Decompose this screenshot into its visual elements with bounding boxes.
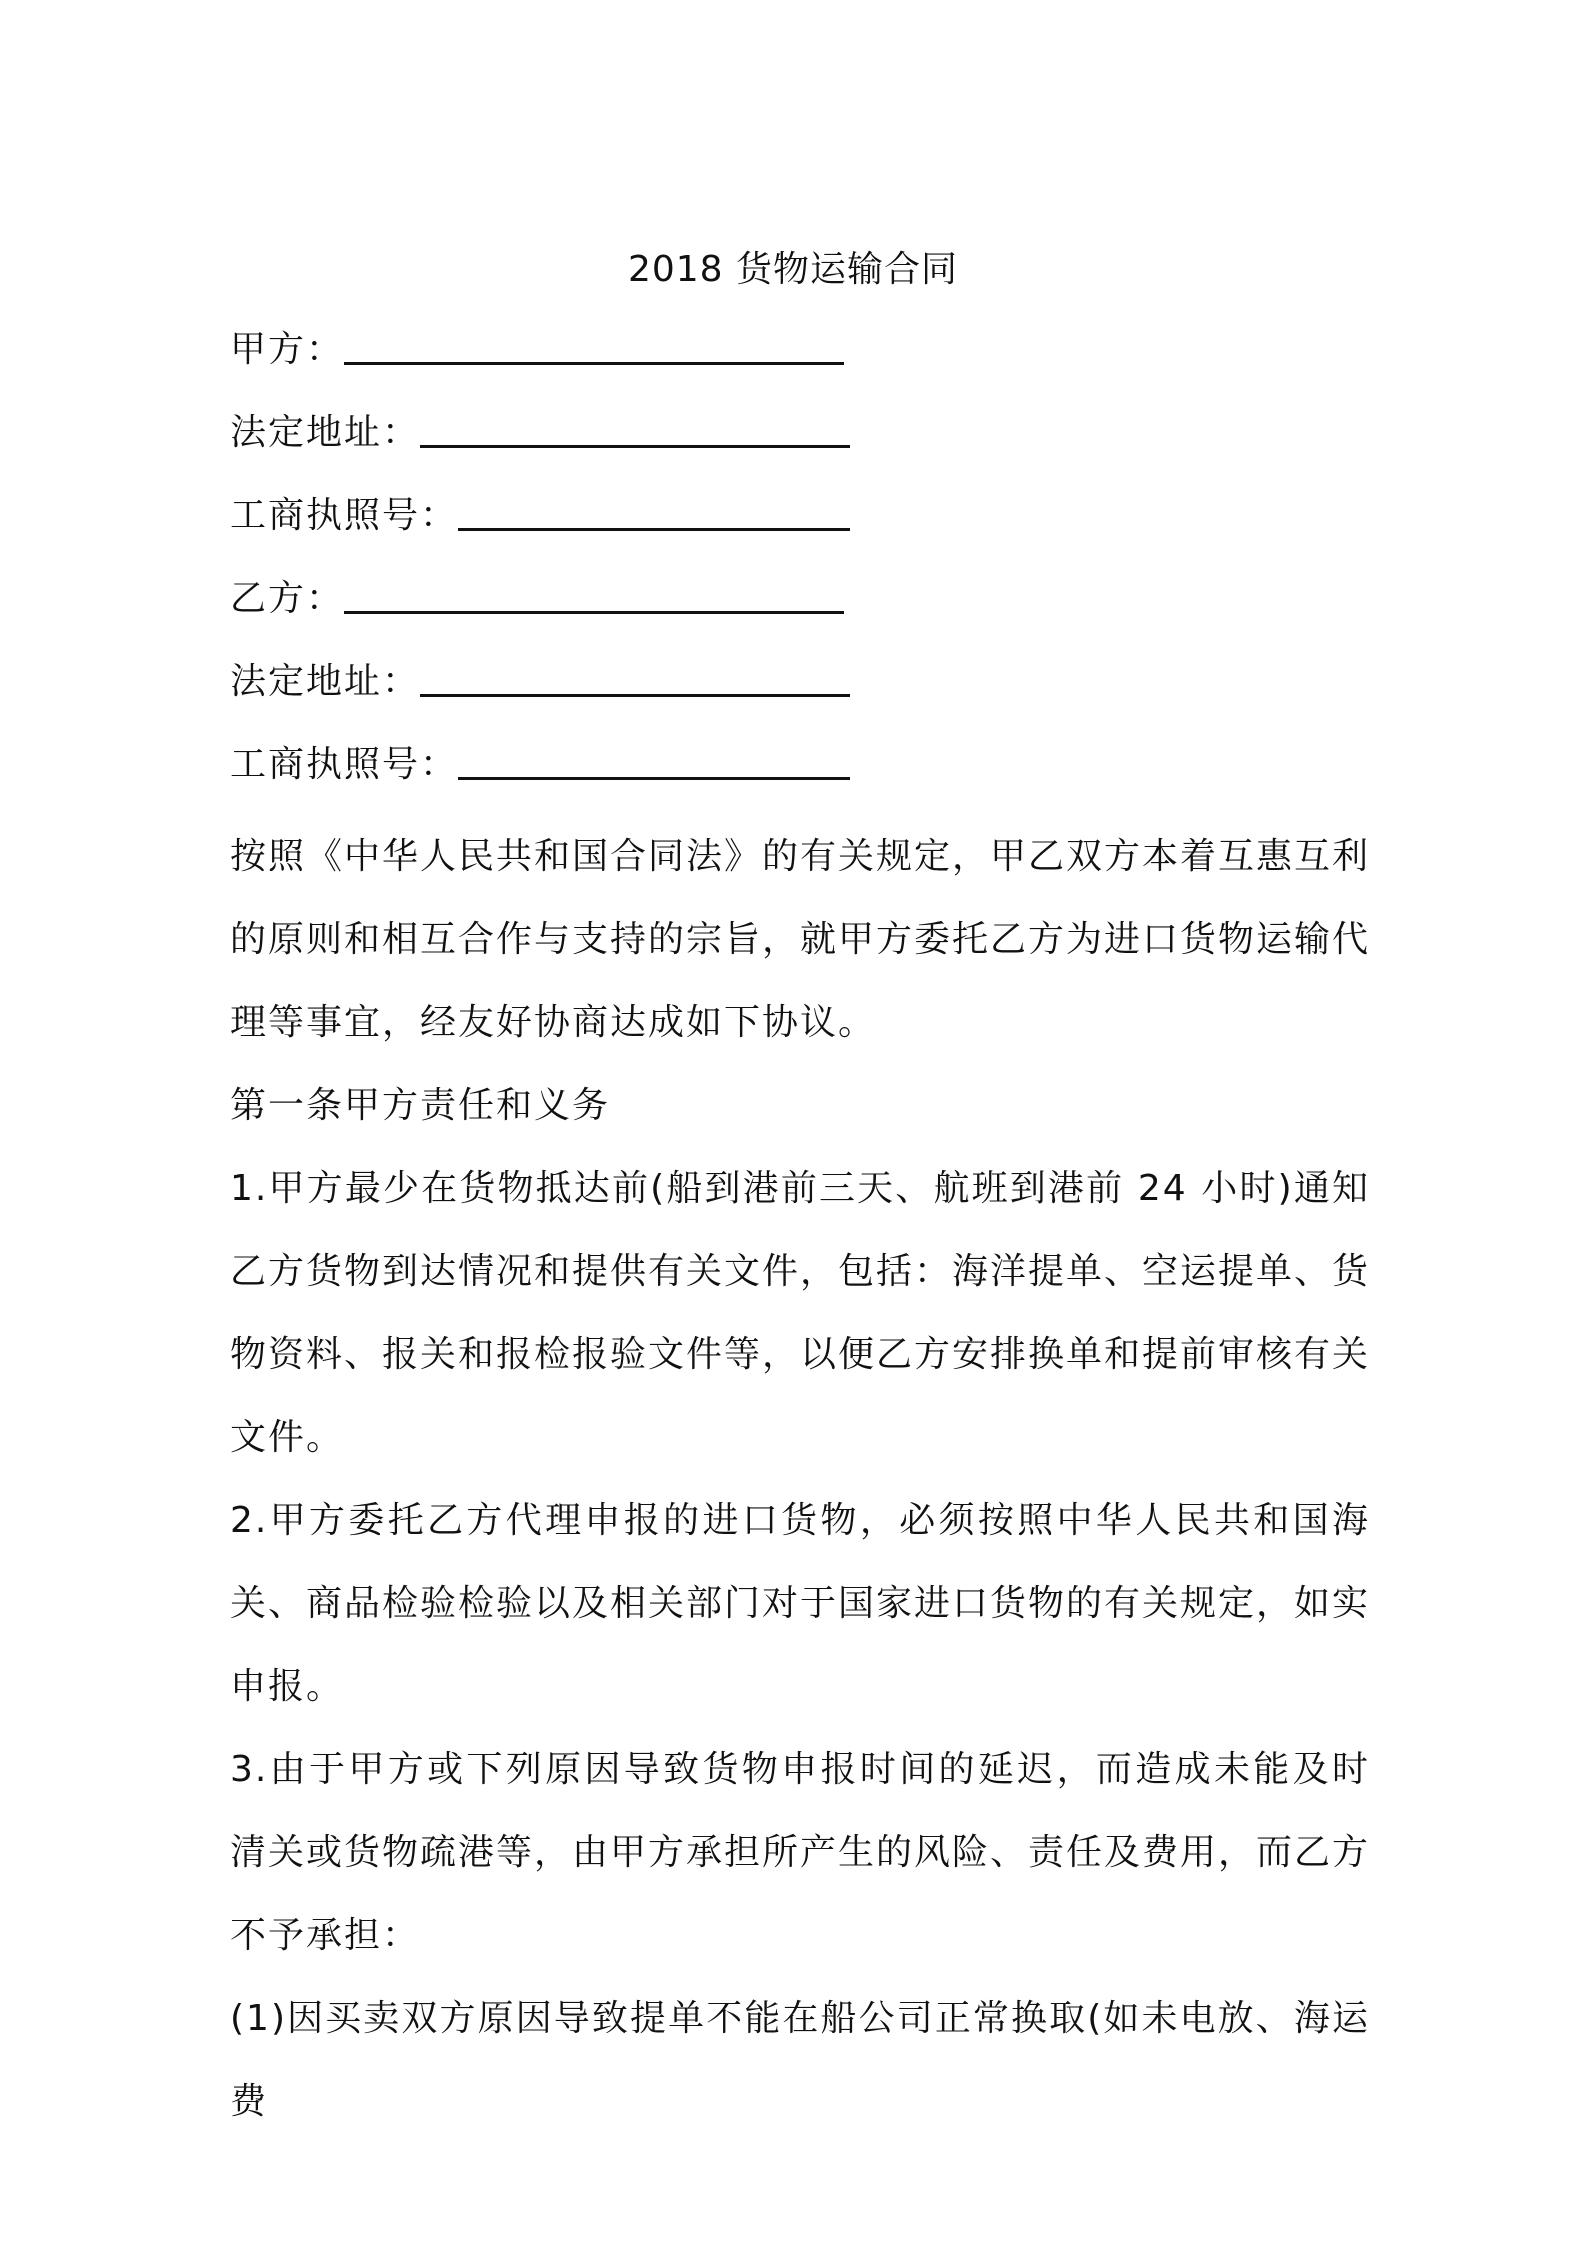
document-body	[230, 815, 1370, 2143]
party-a-address-field	[230, 405, 850, 461]
party-b-address-label: 法定地址：	[230, 661, 421, 702]
party-b-label: 乙方：	[230, 578, 345, 619]
party-a-field	[230, 322, 844, 378]
clause-2: 2.甲方委托乙方代理申报的进口货物，必须按照中华人民共和国海关、商品检验检验以及相关部门对于国家进口货物的有关规定，如实申报。	[230, 1500, 1371, 1707]
party-b-address-field	[230, 654, 850, 710]
party-b-license-blank[interactable]	[458, 777, 850, 780]
party-a-blank[interactable]	[344, 362, 844, 365]
preamble-paragraph: 按照《中华人民共和国合同法》的有关规定，甲乙双方本着互惠互利的原则和相互合作与支持的宗旨，就甲方委托乙方为进口货物运输代理等事宜，经友好协商达成如下协议。	[230, 836, 1371, 1043]
clause-3: 3.由于甲方或下列原因导致货物申报时间的延迟，而造成未能及时清关或货物疏港等，由甲方承担所产生的风险、责任及费用，而乙方不予承担：	[230, 1749, 1371, 1956]
party-b-license-field	[230, 737, 850, 793]
party-a-address-blank[interactable]	[420, 445, 850, 448]
party-a-license-blank[interactable]	[458, 528, 850, 531]
party-a-label: 甲方：	[230, 329, 345, 370]
article-1-heading: 第一条甲方责任和义务	[230, 1085, 611, 1126]
party-a-license-field	[230, 488, 850, 544]
clause-3-item-1: (1)因买卖双方原因导致提单不能在船公司正常换取(如未电放、海运费	[230, 1998, 1370, 2122]
party-b-field	[230, 571, 844, 627]
clause-1: 1.甲方最少在货物抵达前(船到港前三天、航班到港前 24 小时)通知乙方货物到达情况和提供有关文件，包括：海洋提单、空运提单、货物资料、报关和报检报验文件等，以便乙方安排换单和提前审核有关文件。	[230, 1168, 1371, 1458]
party-b-blank[interactable]	[344, 611, 844, 614]
party-b-license-label: 工商执照号：	[230, 744, 459, 785]
party-a-license-label: 工商执照号：	[230, 495, 459, 536]
document-title: 2018 货物运输合同	[627, 249, 959, 290]
party-a-address-label: 法定地址：	[230, 412, 421, 453]
party-b-address-blank[interactable]	[420, 694, 850, 697]
